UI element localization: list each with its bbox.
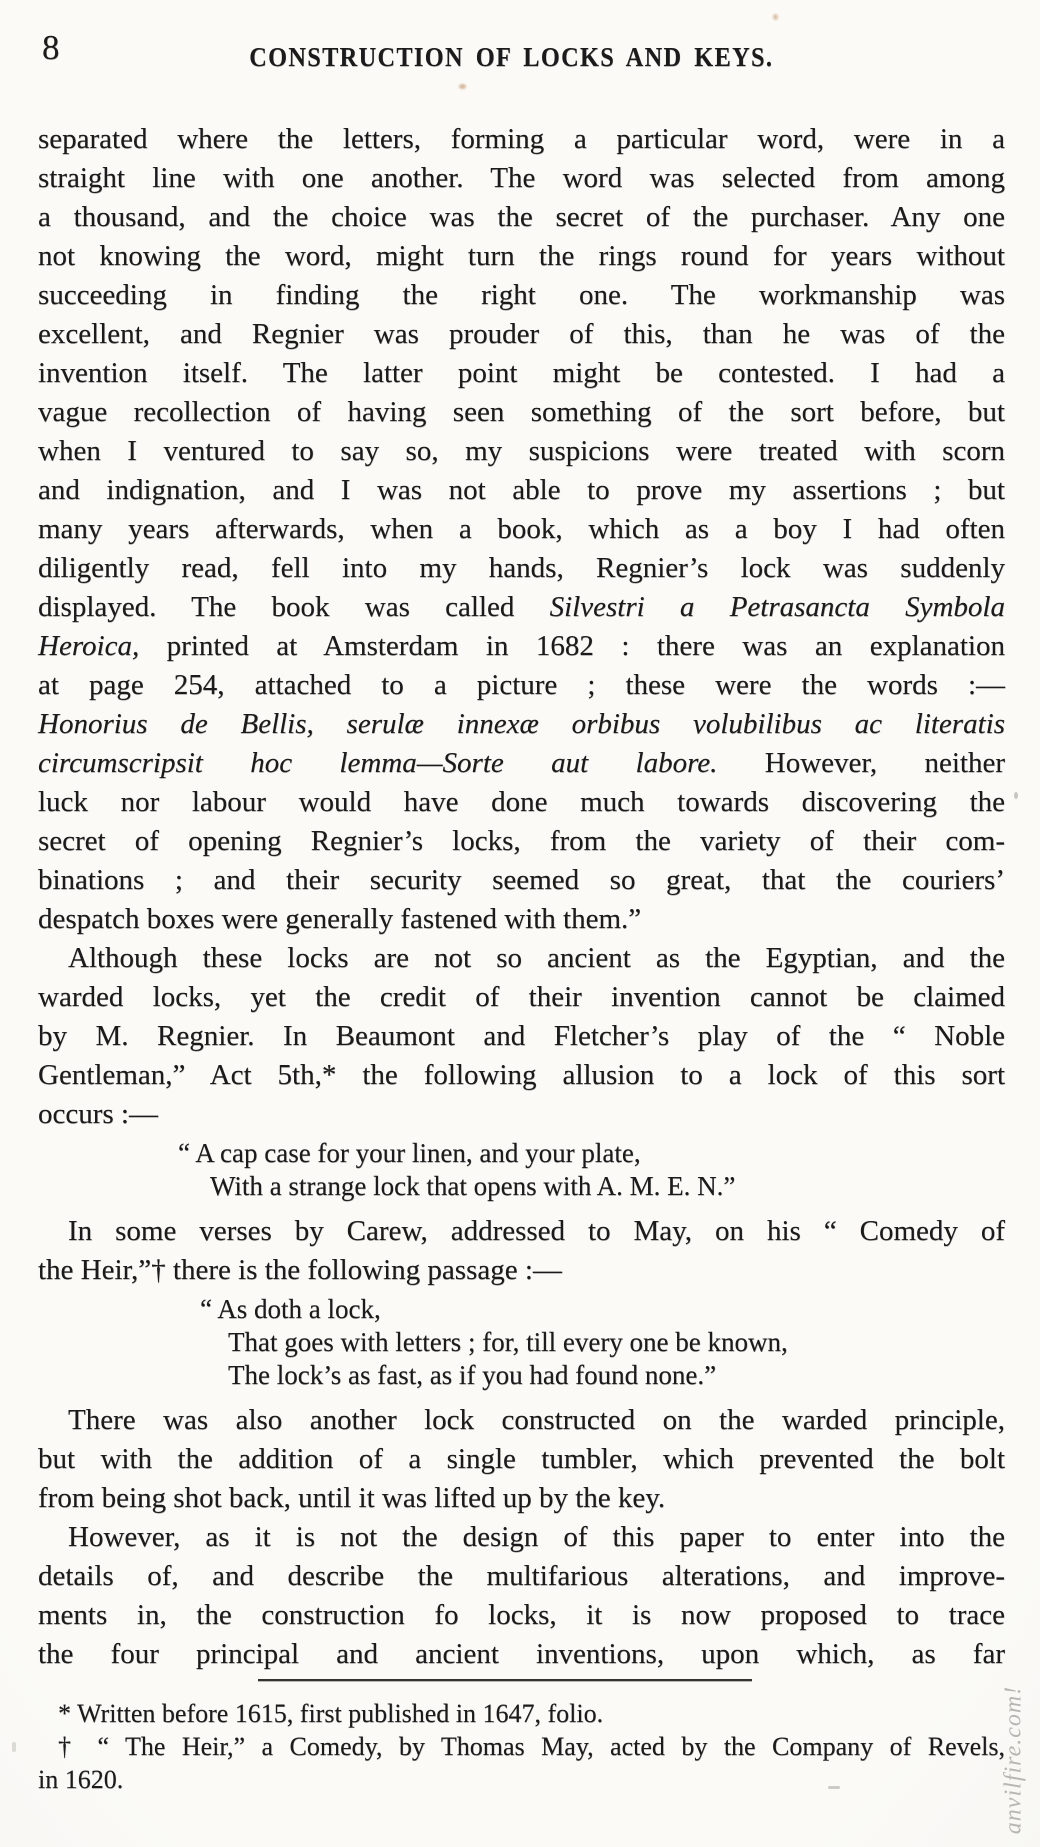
text-line <box>38 1518 1005 1557</box>
text-line <box>38 315 1005 354</box>
text-line <box>38 1095 1005 1134</box>
text-segment: However, neither <box>717 747 1006 779</box>
text-segment: in 1620. <box>38 1765 124 1794</box>
text-line <box>38 159 1005 198</box>
scan-artifact <box>12 1742 16 1752</box>
paragraph <box>38 1730 1005 1796</box>
verse-quote <box>38 1137 1005 1203</box>
page-number: 8 <box>42 28 60 67</box>
text-segment: when I ventured to say so, my suspicions were treated with scorn <box>38 435 1005 467</box>
text-line <box>38 1137 1005 1170</box>
text-segment: printed at Amsterdam in 1682 : there was an explanation <box>139 630 1005 662</box>
text-line <box>38 939 1005 978</box>
text-line <box>38 900 1005 939</box>
verse-quote <box>38 1293 1005 1392</box>
text-line <box>38 705 1005 744</box>
text-segment: † “ The Heir,” a Comedy, by Thomas May, acted by the Company of Revels, <box>58 1732 1005 1761</box>
footnote-rule <box>258 1679 752 1681</box>
text-segment: and indignation, and I was not able to prove my assertions ; but <box>38 474 1005 506</box>
text-line <box>38 1697 1005 1730</box>
text-segment: Although these locks are not so ancient as the Egyptian, and the <box>68 942 1005 974</box>
footnotes <box>38 1697 1005 1796</box>
text-segment: straight line with one another. The word was selected from among <box>38 162 1005 194</box>
text-segment: The lock’s as fast, as if you had found none.” <box>228 1360 717 1390</box>
scan-artifact <box>459 84 466 89</box>
text-line <box>38 198 1005 237</box>
text-line <box>38 588 1005 627</box>
text-line <box>38 471 1005 510</box>
text-segment: “ A cap case for your linen, and your plate, <box>178 1138 641 1168</box>
text-segment: at page 254, attached to a picture ; these were the words :— <box>38 669 1005 701</box>
running-title: CONSTRUCTION OF LOCKS AND KEYS. <box>249 42 774 72</box>
text-line <box>38 1401 1005 1440</box>
paragraph <box>38 1697 1005 1730</box>
text-segment: * Written before 1615, first published in 1647, folio. <box>58 1699 604 1728</box>
text-segment: warded locks, yet the credit of their invention cannot be claimed <box>38 981 1005 1013</box>
text-line <box>38 510 1005 549</box>
text-line <box>38 1170 1005 1203</box>
scan-artifact <box>773 14 778 20</box>
text-line <box>38 276 1005 315</box>
text-line <box>38 1635 1005 1674</box>
text-line <box>38 744 1005 783</box>
paragraph <box>38 939 1005 1134</box>
text-line <box>38 666 1005 705</box>
text-segment: a thousand, and the choice was the secret of the purchaser. Any one <box>38 201 1005 233</box>
paragraph <box>38 1212 1005 1290</box>
text-segment: ments in, the construction fo locks, it is now proposed to trace <box>38 1599 1005 1631</box>
scan-artifact <box>828 1786 840 1789</box>
text-segment: excellent, and Regnier was prouder of this, than he was of the <box>38 318 1005 350</box>
text-segment: secret of opening Regnier’s locks, from the variety of their com- <box>38 825 1005 857</box>
scan-artifact <box>1014 792 1018 799</box>
text-line <box>38 432 1005 471</box>
text-segment: separated where the letters, forming a particular word, were in a <box>38 123 1005 155</box>
text-segment: the Heir,”† there is the following passage :— <box>38 1254 562 1286</box>
text-line <box>38 1440 1005 1479</box>
text-line <box>38 783 1005 822</box>
text-segment: Gentleman,” Act 5th,* the following allusion to a lock of this sort <box>38 1059 1005 1091</box>
italic-text: Honorius de Bellis, serulæ innexæ orbibus volubilibus ac literatis <box>38 708 1005 740</box>
text-line <box>38 1251 1005 1290</box>
paragraph <box>38 1518 1005 1674</box>
text-line <box>38 1763 1005 1796</box>
text-segment: In some verses by Carew, addressed to May, on his “ Comedy of <box>68 1215 1005 1247</box>
italic-text: circumscripsit hoc lemma—Sorte aut labore. <box>38 747 718 779</box>
text-line <box>38 978 1005 1017</box>
italic-text: Heroica, <box>38 630 140 662</box>
text-line <box>38 1557 1005 1596</box>
text-segment: not knowing the word, might turn the rings round for years without <box>38 240 1005 272</box>
text-line <box>38 1479 1005 1518</box>
text-segment: by M. Regnier. In Beaumont and Fletcher’s play of the “ Noble <box>38 1020 1005 1052</box>
text-line <box>38 1017 1005 1056</box>
text-segment: the four principal and ancient inventions, upon which, as far <box>38 1638 1005 1670</box>
text-segment: occurs :— <box>38 1098 158 1130</box>
text-line <box>38 1326 1005 1359</box>
italic-text: Silvestri a Petrasancta Symbola <box>549 591 1005 623</box>
text-segment: displayed. The book was called <box>38 591 550 623</box>
text-line <box>38 627 1005 666</box>
text-segment: diligently read, fell into my hands, Regnier’s lock was suddenly <box>38 552 1005 584</box>
text-line <box>38 1730 1005 1763</box>
page-body <box>38 120 1005 1674</box>
text-line <box>38 1293 1005 1326</box>
text-segment: binations ; and their security seemed so great, that the couriers’ <box>38 864 1005 896</box>
paragraph <box>38 120 1005 939</box>
text-segment: “ As doth a lock, <box>200 1294 381 1324</box>
text-segment: details of, and describe the multifarious alterations, and improve- <box>38 1560 1005 1592</box>
text-line <box>38 1212 1005 1251</box>
watermark: anvilfire.com! <box>1000 1685 1027 1835</box>
paragraph <box>38 1401 1005 1518</box>
text-line <box>38 549 1005 588</box>
text-segment: There was also another lock constructed on the warded principle, <box>68 1404 1005 1436</box>
text-line <box>38 1359 1005 1392</box>
text-line <box>38 120 1005 159</box>
text-segment: That goes with letters ; for, till every one be known, <box>228 1327 788 1357</box>
text-segment: With a strange lock that opens with A. M. E. N.” <box>210 1171 736 1201</box>
text-segment: but with the addition of a single tumbler, which prevented the bolt <box>38 1443 1005 1475</box>
text-line <box>38 861 1005 900</box>
text-line <box>38 1056 1005 1095</box>
text-line <box>38 822 1005 861</box>
text-line <box>38 237 1005 276</box>
text-segment: However, as it is not the design of this paper to enter into the <box>68 1521 1005 1553</box>
text-segment: vague recollection of having seen something of the sort before, but <box>38 396 1005 428</box>
text-segment: from being shot back, until it was lifted up by the key. <box>38 1482 666 1514</box>
text-line <box>38 1596 1005 1635</box>
text-segment: luck nor labour would have done much towards discovering the <box>38 786 1005 818</box>
text-line <box>38 354 1005 393</box>
text-segment: invention itself. The latter point might be contested. I had a <box>38 357 1005 389</box>
text-segment: despatch boxes were generally fastened with them.” <box>38 903 642 935</box>
text-segment: many years afterwards, when a book, which as a boy I had often <box>38 513 1005 545</box>
text-segment: succeeding in finding the right one. The workmanship was <box>38 279 1005 311</box>
text-line <box>38 393 1005 432</box>
